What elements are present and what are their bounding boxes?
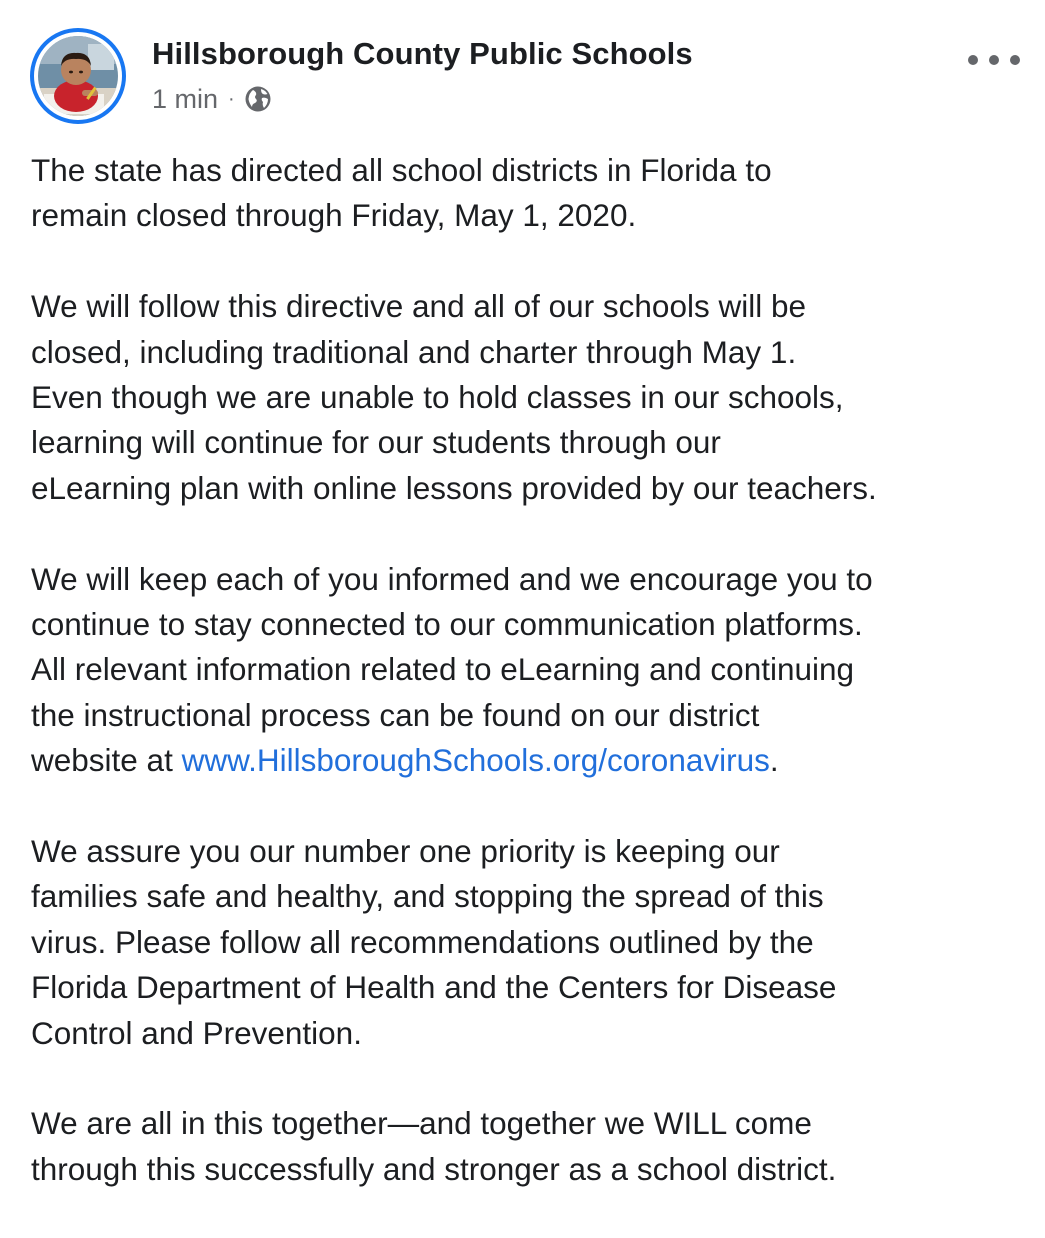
avatar-photo [38, 36, 118, 116]
more-options-button[interactable] [968, 48, 1020, 72]
post-body [31, 148, 1031, 1238]
post-line: closed, including traditional and charter through May 1. [31, 333, 797, 370]
meta-separator: · [228, 87, 235, 110]
post-line: Control and Prevention. [31, 1014, 362, 1051]
post-line: virus. Please follow all recommendations outlined by the [31, 923, 814, 960]
post-line: through this successfully and stronger as a school district. [31, 1150, 837, 1187]
post-line: website at [31, 742, 182, 779]
post-line: learning will continue for our students through our [31, 424, 721, 461]
globe-icon [244, 85, 272, 113]
post-line: Even though we are unable to hold classes in our schools, [31, 379, 844, 416]
page-name[interactable]: Hillsborough County Public Schools [152, 36, 693, 71]
more-options-icon [968, 55, 978, 65]
post-line: remain closed through Friday, May 1, 2020. [31, 197, 637, 234]
post-line: We will keep each of you informed and we encourage you to [31, 560, 873, 597]
post-line: the instructional process can be found on our district [31, 696, 760, 733]
post-timestamp[interactable]: 1 min [152, 83, 219, 114]
post-line: Florida Department of Health and the Centers for Disease [31, 969, 837, 1006]
post-paragraph [31, 284, 1031, 511]
post-line: We assure you our number one priority is keeping our [31, 833, 780, 870]
post-meta [152, 82, 272, 116]
post-line: We are all in this together—and together we WILL come [31, 1105, 812, 1142]
post-line: eLearning plan with online lessons provided by our teachers. [31, 469, 877, 506]
coronavirus-link[interactable]: www.HillsboroughSchools.org/coronavirus [181, 742, 770, 779]
profile-avatar[interactable] [30, 28, 126, 124]
more-options-icon [1010, 55, 1020, 65]
post-line: We will follow this directive and all of our schools will be [31, 288, 806, 325]
post-line: The state has directed all school districts in Florida to [31, 152, 772, 188]
post-line: continue to stay connected to our communication platforms. [31, 606, 863, 643]
post-line: families safe and healthy, and stopping the spread of this [31, 878, 824, 915]
post-line: All relevant information related to eLearning and continuing [31, 651, 855, 688]
post-header [0, 0, 1045, 140]
post-paragraph [31, 148, 1031, 239]
more-options-icon [989, 55, 999, 65]
post-paragraph [31, 1101, 1031, 1192]
post-line: . [769, 742, 779, 779]
post-paragraph [31, 829, 1031, 1056]
post-paragraph [31, 557, 1031, 784]
